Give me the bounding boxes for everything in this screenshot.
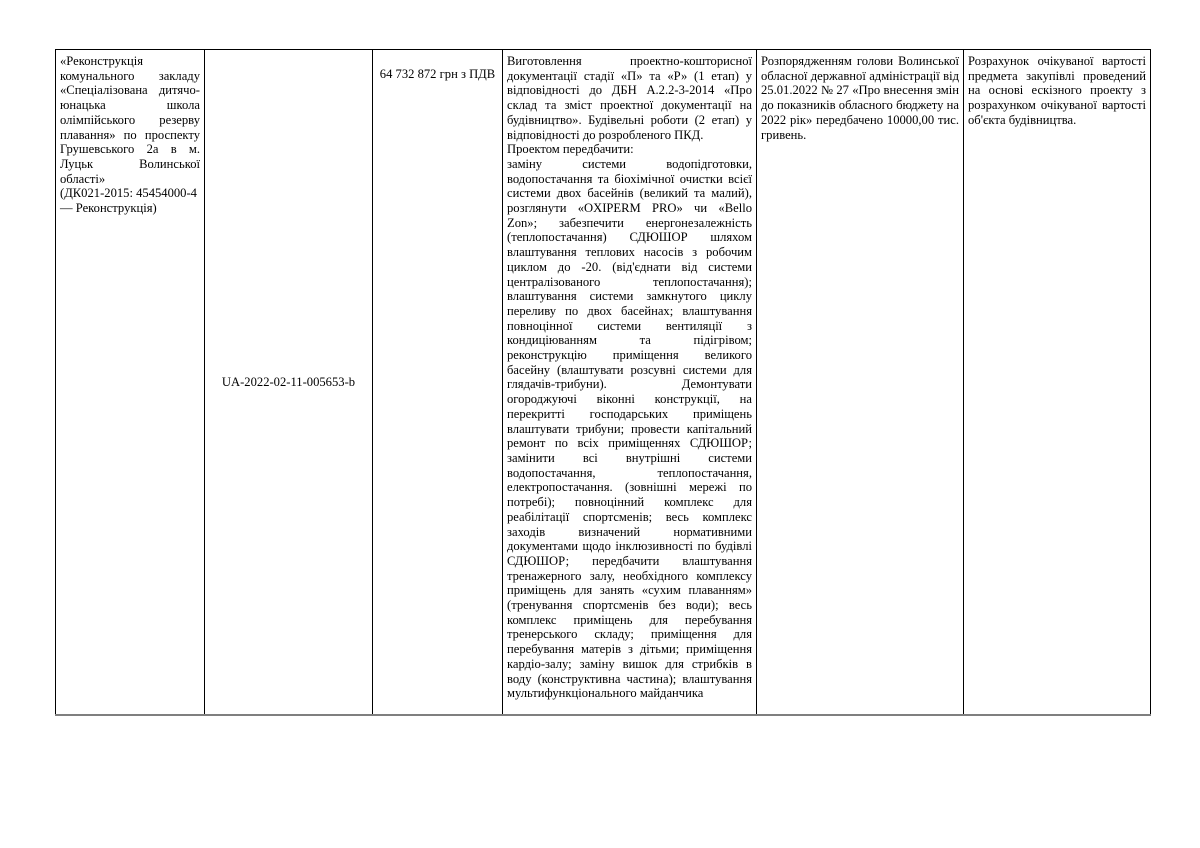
cell-tender-id — [205, 50, 373, 716]
cell-description — [503, 50, 757, 716]
cell-budget-source — [757, 50, 964, 716]
budget-source-text: Розпорядженням голови Волинської обласної державної адміністрації від 25.01.2022 № 27 «Про внесення змін до показників обласного бюджету на 2022 рік» передбачено 10000,00 тис. гривень. — [761, 54, 959, 142]
cost-justification-text: Розрахунок очікуваної вартості предмета закупівлі проведений на основі ескізного проекту з розрахунком очікуваної вартості об'єкта будівництва. — [968, 54, 1146, 127]
cell-cost-justification — [964, 50, 1151, 716]
tender-id-text: UA-2022-02-11-005653-b — [221, 374, 356, 389]
description-paragraph-2: Проектом передбачити: — [507, 142, 634, 157]
procurement-table — [55, 49, 1151, 716]
cell-item-name — [56, 50, 205, 716]
item-name-text: «Реконструкція комунального закладу «Спеціалізована дитячо-юнацька школа олімпійського резерву плавання» по проспекту Грушевського 2а в м. Луцьк Волинської області» — [60, 54, 200, 186]
item-classification-code: (ДК021-2015: 45454000-4 — Реконструкція) — [60, 186, 197, 216]
cell-expected-amount — [373, 50, 503, 716]
description-paragraph-3: заміну системи водопідготовки, водопостачання та біохімічної очистки всієї системи двох басейнів (великий та малий), розглянути «OXIPERM PRO» чи «Bello Zon»; забезпечити енергонезалежність (теплопостачання) СДЮШОР шляхом влаштування теплових насосів з робочим циклом до -20. (від'єднати від системи централізованого теплопостачання); влаштування системи замкнутого циклу переливу по двох басейнах; влаштування повноцінної системи вентиляції з кондиціюванням та підігрівом; реконструкцію приміщення великого басейну (влаштувати розсувні системи для глядачів-трибуни). Демонтувати огороджуючі віконні конструкції, на перекритті господарських приміщень влаштувати трибуни; провести капітальний ремонт по всіх приміщеннях СДЮШОР; замінити всі внутрішні системи водопостачання, теплопостачання, електропостачання. (зовнішні мережі по потребі); повноцінний комплекс для реабілітації спортсменів; весь комплекс заходів визначений нормативними документами щодо інклюзивності по будівлі СДЮШОР; передбачити влаштування тренажерного залу, необхідного комплексу приміщень для занять «сухим плаванням» (тренування спортсменів без води); весь комплекс приміщень для перебування тренерського складу; приміщення для перебування матерів з дітьми; приміщення кардіо-залу; заміну вишок для стрибків в воду (конструктивна частина); влаштування мультифункціонального майданчика — [507, 156, 752, 701]
description-paragraph-1: Виготовлення проектно-кошторисної документації стадії «П» та «Р» (1 етап) у відповідності до ДБН А.2.2-3-2014 «Про склад та зміст проектної документації на будівництво». Будівельні роботи (2 етап) у відповідності до розробленого ПКД. — [507, 54, 752, 142]
expected-amount-text: 64 732 872 грн з ПДВ — [379, 67, 496, 81]
table-row — [56, 50, 1151, 716]
